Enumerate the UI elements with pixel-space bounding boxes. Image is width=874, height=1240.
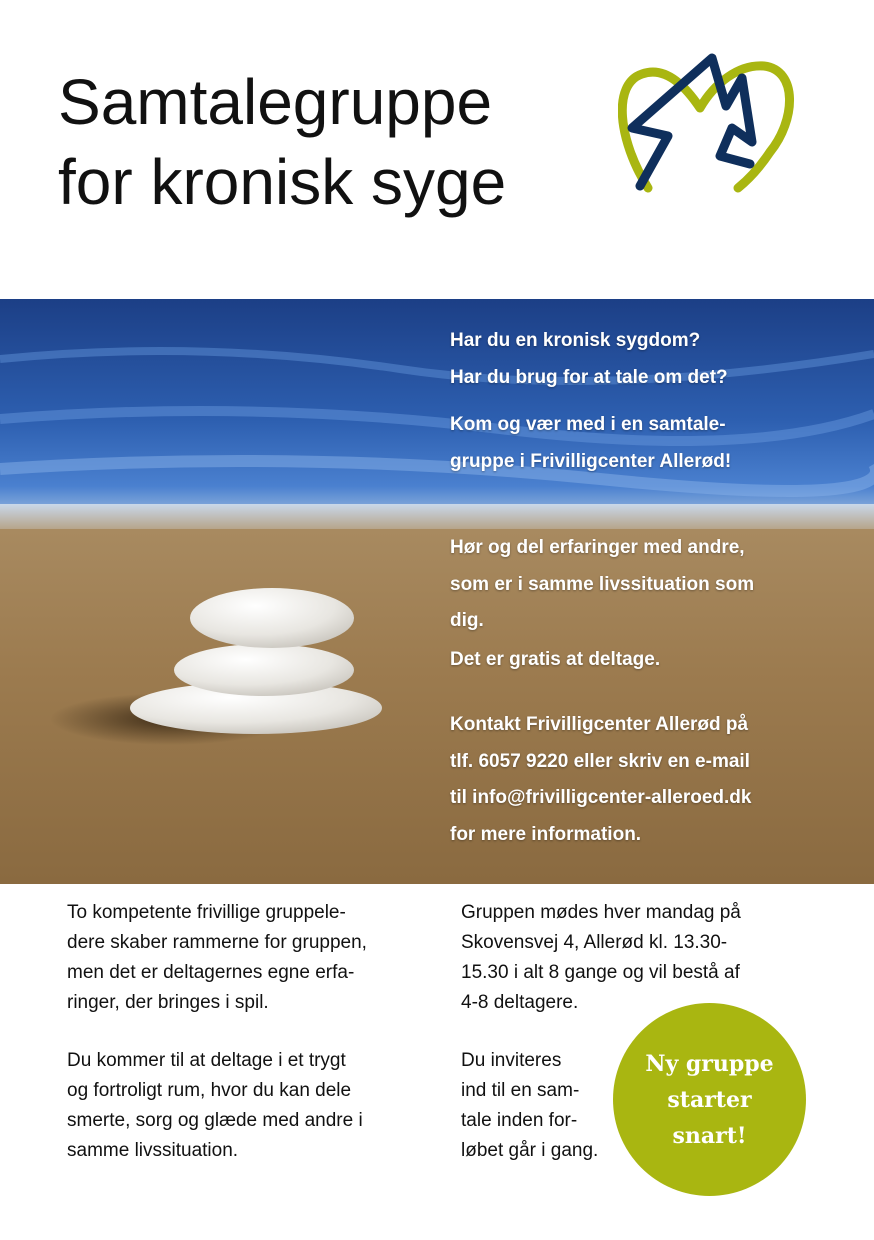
title-line-2: for kronisk syge — [58, 146, 507, 218]
free-text: Det er gratis at deltage. — [450, 649, 661, 670]
leaders-paragraph: To kompetente frivillige gruppele- dere skaber rammerne for gruppen, men det er deltagernes egne erfa- ringer, der bringes i spil. — [67, 902, 367, 1013]
badge-text: Ny gruppe starter snart! — [645, 1050, 774, 1149]
contact-email: til info@frivilligcenter-alleroed.dk — [450, 787, 752, 808]
safe-space-paragraph: Du kommer til at deltage i et trygt og fortroligt rum, hvor du kan dele smerte, sorg og glæde med andre i samme livssituation. — [67, 1050, 363, 1161]
question-2: Har du brug for at tale om det? — [450, 366, 728, 388]
page-title — [58, 62, 506, 222]
invitation-text: Kom og vær med i en samtale- gruppe i Frivilligcenter Allerød! — [450, 414, 732, 472]
beach-photo — [0, 299, 874, 884]
heart-logo-icon — [618, 50, 798, 200]
new-group-badge — [613, 1003, 806, 1196]
intro-questions — [450, 323, 850, 396]
interview-paragraph: Du inviteres ind til en sam- tale inden for- løbet går i gang. — [461, 1050, 599, 1161]
contact-text: Kontakt Frivilligcenter Allerød på tlf. 6057 9220 eller skriv en e-mail til info@frivilligcenter-alleroed.dk for mere information. — [450, 707, 850, 853]
question-1: Har du en kronisk sygdom? — [450, 330, 701, 351]
left-column — [67, 898, 437, 1166]
title-line-1: Samtalegruppe — [58, 66, 493, 138]
share-experiences-text: Hør og del erfaringer med andre, som er i samme livssituation som dig. — [450, 537, 755, 631]
schedule-paragraph: Gruppen mødes hver mandag på Skovensvej 4, Allerød kl. 13.30- 15.30 i alt 8 gange og vil bestå af 4-8 deltagere. — [461, 902, 741, 1013]
